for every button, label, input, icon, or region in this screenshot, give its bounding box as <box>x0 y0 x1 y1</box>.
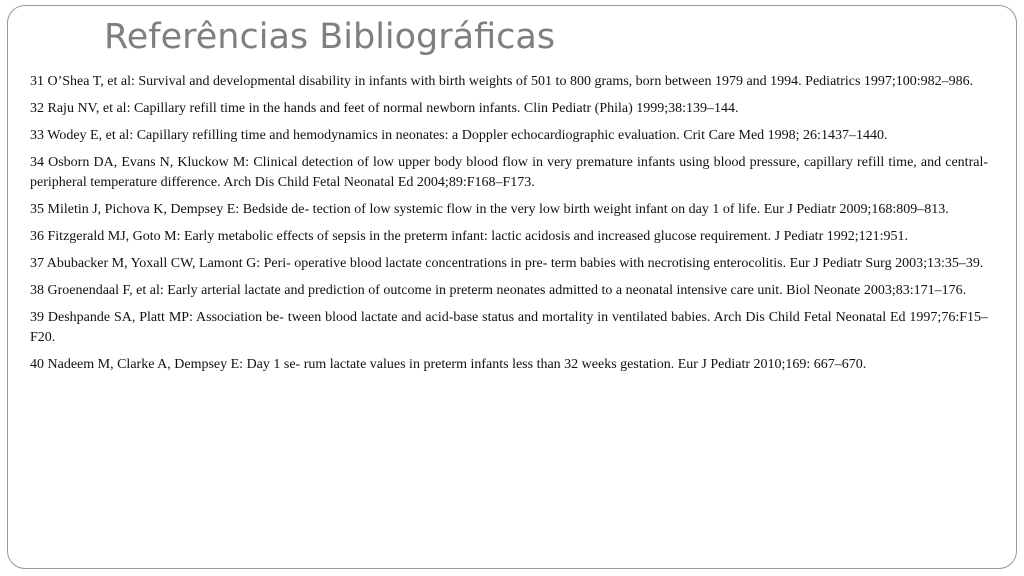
reference-item: 35 Miletin J, Pichova K, Dempsey E: Bedside de- tection of low systemic flow in the very low birth weight infant on day 1 of life. Eur J Pediatr 2009;168:809–813. <box>30 202 949 217</box>
reference-list <box>30 72 988 382</box>
reference-item: 39 Deshpande SA, Platt MP: Association be- tween blood lactate and acid-base status and mortality in ventilated babies. Arch Dis Child Fetal Neonatal Ed 1997;76:F15–F20. <box>30 310 988 345</box>
reference-item: 38 Groenendaal F, et al: Early arterial lactate and prediction of outcome in preterm neonates admitted to a neonatal intensive care unit. Biol Neonate 2003;83:171–176. <box>30 283 967 298</box>
reference-item: 34 Osborn DA, Evans N, Kluckow M: Clinical detection of low upper body blood flow in very premature infants using blood pressure, capillary refill time, and central-peripheral temperature difference. Arch Dis Child Fetal Neonatal Ed 2004;89:F168–F173. <box>30 155 988 190</box>
reference-item: 32 Raju NV, et al: Capillary refill time in the hands and feet of normal newborn infants. Clin Pediatr (Phila) 1999;38:139–144. <box>30 101 739 116</box>
reference-item: 36 Fitzgerald MJ, Goto M: Early metabolic effects of sepsis in the preterm infant: lactic acidosis and increased glucose requirement. J Pediatr 1992;121:951. <box>30 229 909 244</box>
reference-item: 37 Abubacker M, Yoxall CW, Lamont G: Peri- operative blood lactate concentrations in pre- term babies with necrotising enterocolitis. Eur J Pediatr Surg 2003;13:35–39. <box>30 256 984 271</box>
page-title: Referências Bibliográficas <box>104 17 556 57</box>
reference-item: 33 Wodey E, et al: Capillary refilling time and hemodynamics in neonates: a Doppler echocardiographic evaluation. Crit Care Med 1998; 26:1437–1440. <box>30 128 888 143</box>
reference-item: 40 Nadeem M, Clarke A, Dempsey E: Day 1 se- rum lactate values in preterm infants less than 32 weeks gestation. Eur J Pediatr 2010;169: 667–670. <box>30 357 867 372</box>
reference-item: 31 O’Shea T, et al: Survival and developmental disability in infants with birth weights of 501 to 800 grams, born between 1979 and 1994. Pediatrics 1997;100:982–986. <box>30 74 974 89</box>
